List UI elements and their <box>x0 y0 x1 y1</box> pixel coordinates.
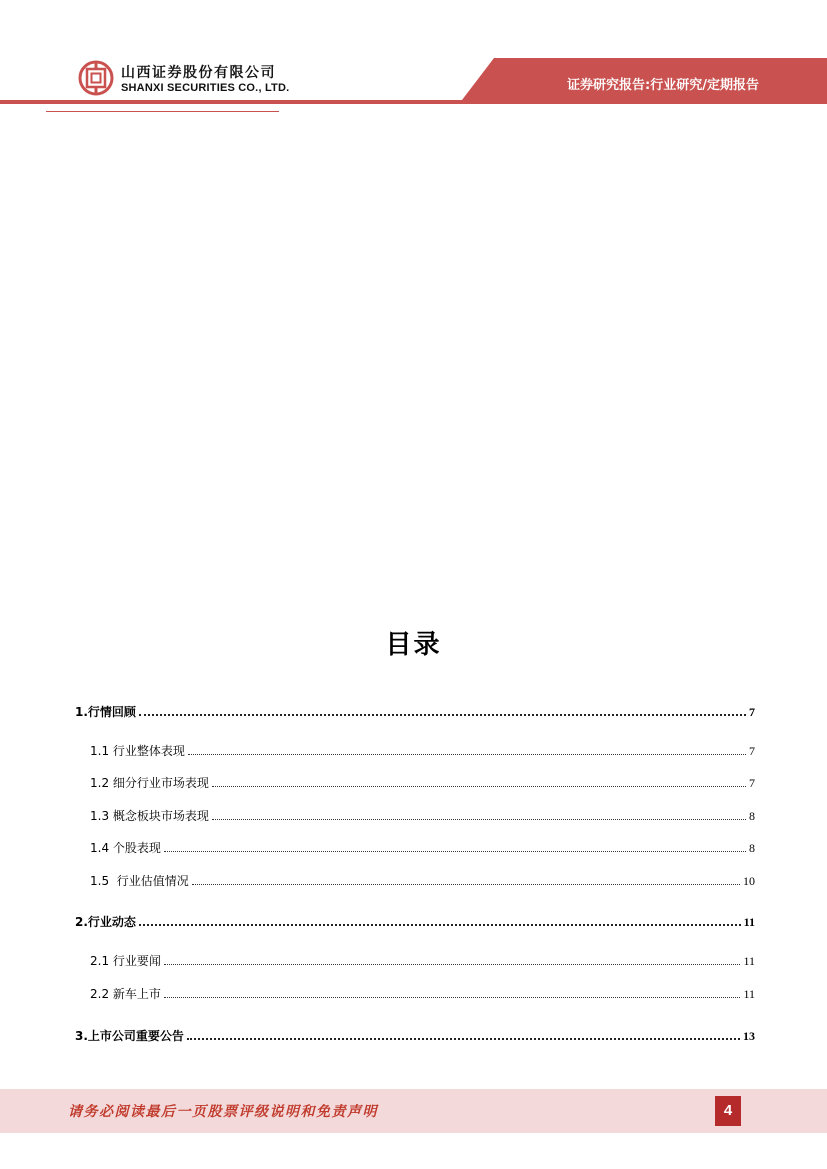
page-header <box>0 0 827 112</box>
toc-entry-label: 2.行业动态 <box>75 915 136 929</box>
toc-entry[interactable] <box>90 743 755 759</box>
report-type-label: 证券研究报告:行业研究/定期报告 <box>567 78 759 93</box>
toc-entry-page: 7 <box>749 705 755 719</box>
toc-title: 目录 <box>385 630 442 660</box>
toc-leader-dots <box>187 1027 740 1040</box>
toc-entry-label: 1.5 行业估值情况 <box>90 874 189 888</box>
company-name-en: SHANXI SECURITIES CO., LTD. <box>121 82 290 94</box>
toc-entry-page: 7 <box>749 744 755 758</box>
toc-leader-dots <box>164 840 746 852</box>
toc-entry[interactable] <box>75 913 755 929</box>
toc-leader-dots <box>192 873 740 885</box>
toc-entry-page: 11 <box>743 954 755 968</box>
toc-leader-dots <box>188 743 746 755</box>
toc-entry[interactable] <box>75 1027 755 1043</box>
toc-entry[interactable] <box>90 953 755 969</box>
toc-entry-page: 10 <box>743 874 755 888</box>
toc-leader-dots <box>139 703 746 716</box>
toc-entry[interactable] <box>90 808 755 824</box>
toc-entry-page: 11 <box>743 987 755 1001</box>
toc-entry[interactable] <box>90 775 755 791</box>
toc-entry-label: 3.上市公司重要公告 <box>75 1029 184 1043</box>
toc-entry[interactable] <box>90 840 755 856</box>
toc-entry-page: 11 <box>743 915 755 929</box>
toc-entry[interactable] <box>90 873 755 889</box>
toc-entry-label: 2.1 行业要闻 <box>90 954 161 968</box>
toc-entry[interactable] <box>90 986 755 1002</box>
header-divider <box>46 111 279 112</box>
toc-leader-dots <box>212 775 746 787</box>
page-footer <box>0 1089 827 1133</box>
toc-entry-label: 1.行情回顾 <box>75 705 136 719</box>
toc-entry-page: 8 <box>749 809 755 823</box>
shanxi-securities-logo <box>78 60 114 96</box>
toc-entry-page: 13 <box>743 1029 755 1043</box>
header-band <box>0 0 827 112</box>
toc-leader-dots <box>139 913 741 926</box>
toc-entry-label: 1.2 细分行业市场表现 <box>90 776 209 790</box>
toc-entry-page: 8 <box>749 841 755 855</box>
disclaimer-notice: 请务必阅读最后一页股票评级说明和免责声明 <box>68 1104 378 1120</box>
page-number-badge: 4 <box>715 1096 741 1126</box>
toc-entry-label: 1.1 行业整体表现 <box>90 744 185 758</box>
toc-leader-dots <box>164 986 741 998</box>
toc-entry-label: 1.4 个股表现 <box>90 841 161 855</box>
toc-leader-dots <box>212 808 746 820</box>
toc-entry[interactable] <box>75 703 755 719</box>
toc-entry-label: 2.2 新车上市 <box>90 987 161 1001</box>
toc-leader-dots <box>164 953 741 965</box>
toc-entry-label: 1.3 概念板块市场表现 <box>90 809 209 823</box>
toc-entry-page: 7 <box>749 776 755 790</box>
company-name-cn: 山西证券股份有限公司 <box>121 65 276 81</box>
